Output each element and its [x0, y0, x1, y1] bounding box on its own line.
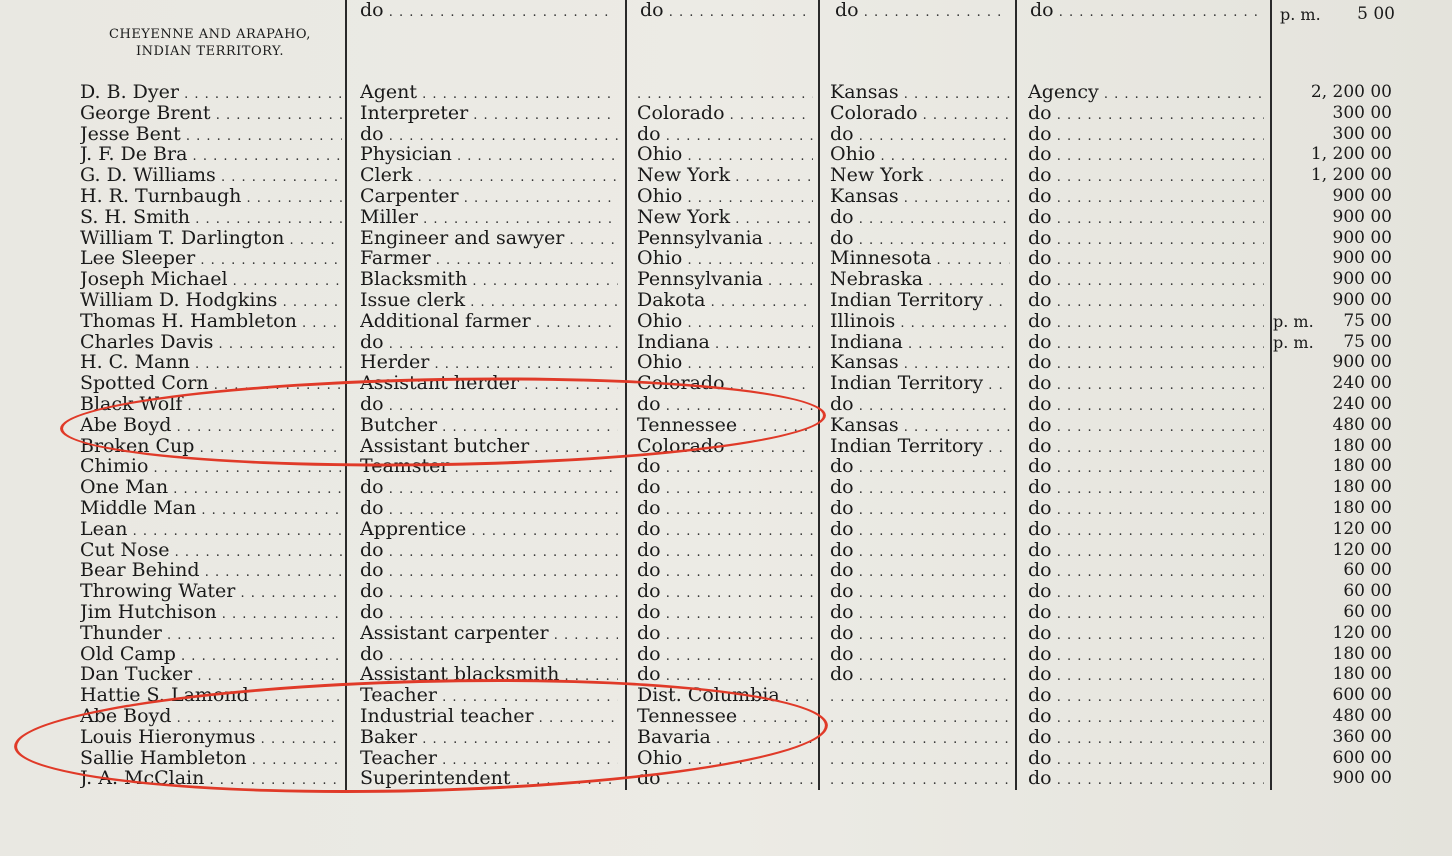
employee-position: Farmer . . .	[360, 248, 618, 269]
employee-amount: 180 00	[1332, 498, 1392, 518]
employee-appointed-from: do . . .	[830, 207, 1010, 228]
employee-appointed-from: Illinois . . .	[830, 311, 1010, 332]
employee-position: Agent . . .	[360, 82, 618, 103]
employee-position: Interpreter . . .	[360, 103, 618, 124]
employee-name: Spotted Corn . . .	[80, 373, 342, 394]
employee-position: Teacher . . .	[360, 685, 618, 706]
employee-where-employed: do . . .	[1028, 352, 1264, 373]
employee-amount: 120 00	[1332, 518, 1392, 539]
employee-where-employed: do . . .	[1028, 644, 1264, 665]
employee-appointed-from: Kansas . . .	[830, 415, 1010, 436]
employee-name: George Brent . . .	[80, 103, 342, 124]
employee-where-employed: do . . .	[1028, 560, 1264, 581]
employee-appointed-from: Minnesota . . .	[830, 248, 1010, 269]
employee-where-employed: do . . .	[1028, 581, 1264, 602]
employee-name: Thunder . . .	[80, 623, 342, 644]
employee-amount: 60 00	[1343, 581, 1392, 602]
employee-where-employed: do . . .	[1028, 207, 1264, 228]
employee-where-employed: do . . .	[1028, 394, 1264, 415]
employee-name: Louis Hieronymus . . .	[80, 727, 342, 748]
employee-born: Dist. Columbia . . .	[637, 685, 813, 706]
employee-position: Assistant carpenter . . .	[360, 623, 618, 644]
employee-where-employed: do . . .	[1028, 228, 1264, 249]
employee-appointed-from: do . . .	[830, 477, 1010, 498]
employee-appointed-from	[830, 748, 1010, 769]
employee-appointed-from: Indian Territory . . .	[830, 436, 1010, 457]
employee-born: do . . .	[637, 623, 813, 644]
employee-name: Abe Boyd . . .	[80, 415, 342, 436]
top-row-employed: do . . .	[1030, 0, 1262, 21]
employee-amount: 1, 200 00	[1310, 144, 1392, 165]
employee-amount: 480 00	[1332, 706, 1392, 726]
employee-born: Indiana . . .	[637, 332, 813, 353]
employee-name: H. C. Mann . . .	[80, 352, 342, 373]
employee-born: do . . .	[637, 644, 813, 665]
employee-where-employed: do . . .	[1028, 103, 1264, 124]
employee-where-employed: do . . .	[1028, 727, 1264, 748]
employee-born: do . . .	[637, 540, 813, 561]
employee-amount: 900 00	[1332, 248, 1392, 269]
employee-amount: 900 00	[1332, 290, 1392, 310]
column-rule	[625, 0, 627, 790]
top-row-born: do . . .	[640, 0, 810, 21]
employee-where-employed: do . . .	[1028, 498, 1264, 519]
employee-position: do . . .	[360, 644, 618, 665]
employee-name: Dan Tucker . . .	[80, 664, 342, 685]
section-heading-line1: CHEYENNE AND ARAPAHO,	[109, 27, 311, 42]
employee-appointed-from: Kansas . . .	[830, 186, 1010, 207]
employee-born: do . . .	[637, 498, 813, 519]
employee-name: Lean . . .	[80, 519, 342, 540]
employee-amount: 180 00	[1332, 643, 1392, 664]
employee-name: J. F. De Bra . . .	[80, 144, 342, 165]
employee-born: do . . .	[637, 560, 813, 581]
employee-position: do . . .	[360, 124, 618, 145]
employee-pay-unit: p. m.	[1273, 332, 1314, 352]
employee-where-employed: do . . .	[1028, 602, 1264, 623]
employee-where-employed: do . . .	[1028, 768, 1264, 789]
employee-appointed-from: do . . .	[830, 456, 1010, 477]
employee-appointed-from: Indian Territory . . .	[830, 290, 1010, 311]
employee-born: Ohio . . .	[637, 186, 813, 207]
column-rule	[345, 0, 347, 790]
employee-where-employed: do . . .	[1028, 540, 1264, 561]
employee-amount: 120 00	[1332, 539, 1392, 560]
employee-amount: 480 00	[1332, 414, 1392, 435]
employee-name: Chimio . . .	[80, 456, 342, 477]
employee-amount: 75 00	[1343, 331, 1392, 352]
employee-appointed-from: do . . .	[830, 540, 1010, 561]
employee-name: Jim Hutchison . . .	[80, 602, 342, 623]
employee-position: Additional farmer . . .	[360, 311, 618, 332]
employee-amount: 900 00	[1332, 227, 1392, 248]
employee-name: H. R. Turnbaugh . . .	[80, 186, 342, 207]
employee-name: Sallie Hambleton . . .	[80, 748, 342, 769]
employee-amount: 900 00	[1332, 352, 1392, 373]
employee-position: do . . .	[360, 477, 618, 498]
employee-appointed-from	[830, 685, 1010, 706]
employee-appointed-from: do . . .	[830, 394, 1010, 415]
employee-name: G. D. Williams . . .	[80, 165, 342, 186]
employee-born: do . . .	[637, 124, 813, 145]
employee-where-employed: do . . .	[1028, 519, 1264, 540]
employee-position: Industrial teacher . . .	[360, 706, 618, 727]
employee-appointed-from: Ohio . . .	[830, 144, 1010, 165]
employee-born: Colorado . . .	[637, 103, 813, 124]
employee-born: Ohio . . .	[637, 748, 813, 769]
employee-born: do . . .	[637, 581, 813, 602]
employee-amount: 60 00	[1343, 560, 1392, 581]
employee-name: Broken Cup . . .	[80, 436, 342, 457]
employee-amount: 120 00	[1332, 622, 1392, 643]
employee-appointed-from: Kansas . . .	[830, 82, 1010, 103]
employee-position: do . . .	[360, 560, 618, 581]
employee-born: New York . . .	[637, 207, 813, 228]
section-heading	[70, 26, 350, 60]
employee-appointed-from: do . . .	[830, 581, 1010, 602]
employee-appointed-from: do . . .	[830, 664, 1010, 685]
employee-born: Tennessee . . .	[637, 706, 813, 727]
employee-position: Blacksmith . . .	[360, 269, 618, 290]
employee-amount: 240 00	[1332, 394, 1392, 414]
employee-name: Bear Behind . . .	[80, 560, 342, 581]
section-heading-line2: INDIAN TERRITORY.	[135, 44, 285, 59]
employee-position: do . . .	[360, 581, 618, 602]
employee-name: Old Camp . . .	[80, 644, 342, 665]
employee-where-employed: do . . .	[1028, 685, 1264, 706]
employee-name: J. A. McClain . . .	[80, 768, 342, 789]
employee-where-employed: do . . .	[1028, 290, 1264, 311]
top-row-pay-unit: p. m.	[1280, 5, 1321, 24]
employee-born: Pennsylvania . . .	[637, 269, 813, 290]
employee-position: do . . .	[360, 602, 618, 623]
employee-amount: 180 00	[1332, 477, 1392, 498]
employee-where-employed: do . . .	[1028, 269, 1264, 290]
employee-amount: 900 00	[1332, 768, 1392, 789]
employee-name: D. B. Dyer . . .	[80, 82, 342, 103]
employee-where-employed: do . . .	[1028, 186, 1264, 207]
employee-born: Colorado . . .	[637, 373, 813, 394]
employee-position: Assistant blacksmith . . .	[360, 664, 618, 685]
employee-position: Clerk . . .	[360, 165, 618, 186]
employee-position: Miller . . .	[360, 207, 618, 228]
employee-appointed-from: Indian Territory . . .	[830, 373, 1010, 394]
employee-born: do . . .	[637, 519, 813, 540]
employee-born: do . . .	[637, 768, 813, 789]
employee-born: Pennsylvania . . .	[637, 228, 813, 249]
employee-amount: 180 00	[1332, 664, 1392, 685]
employee-position: Carpenter . . .	[360, 186, 618, 207]
employee-name: Jesse Bent . . .	[80, 124, 342, 145]
employee-appointed-from: New York . . .	[830, 165, 1010, 186]
employee-appointed-from	[830, 706, 1010, 727]
employee-appointed-from: do . . .	[830, 124, 1010, 145]
employee-where-employed: do . . .	[1028, 311, 1264, 332]
employee-born: Bavaria . . .	[637, 727, 813, 748]
employee-born: Dakota . . .	[637, 290, 813, 311]
employee-position: do . . .	[360, 498, 618, 519]
employee-amount: 600 00	[1332, 747, 1392, 768]
employee-where-employed: do . . .	[1028, 124, 1264, 145]
employee-amount: 2, 200 00	[1310, 82, 1392, 102]
employee-born: do . . .	[637, 477, 813, 498]
employee-name: Thomas H. Hambleton . . .	[80, 311, 342, 332]
employee-name: Throwing Water . . .	[80, 581, 342, 602]
employee-name: Hattie S. Lamond . . .	[80, 685, 342, 706]
employee-appointed-from: Kansas . . .	[830, 352, 1010, 373]
top-row-occupation: do . . .	[360, 0, 615, 21]
employee-name: William D. Hodgkins . . .	[80, 290, 342, 311]
employee-amount: 900 00	[1332, 269, 1392, 290]
employee-appointed-from: do . . .	[830, 228, 1010, 249]
employee-position: Apprentice . . .	[360, 519, 618, 540]
employee-where-employed: do . . .	[1028, 456, 1264, 477]
employee-where-employed: do . . .	[1028, 415, 1264, 436]
column-rule	[1015, 0, 1017, 790]
employee-position: Assistant butcher . . .	[360, 436, 618, 457]
employee-born	[637, 82, 813, 103]
employee-where-employed: do . . .	[1028, 248, 1264, 269]
employee-appointed-from: do . . .	[830, 602, 1010, 623]
employee-amount: 300 00	[1332, 102, 1392, 123]
employee-where-employed: do . . .	[1028, 144, 1264, 165]
employee-position: Butcher . . .	[360, 415, 618, 436]
employee-amount: 240 00	[1332, 373, 1392, 394]
employee-amount: 75 00	[1343, 310, 1392, 331]
employee-appointed-from: do . . .	[830, 623, 1010, 644]
employee-appointed-from: do . . .	[830, 519, 1010, 540]
employee-amount: 600 00	[1332, 685, 1392, 706]
employee-amount: 180 00	[1332, 435, 1392, 456]
employee-appointed-from: do . . .	[830, 560, 1010, 581]
employee-where-employed: do . . .	[1028, 477, 1264, 498]
employee-where-employed: do . . .	[1028, 332, 1264, 353]
employee-appointed-from: Colorado . . .	[830, 103, 1010, 124]
employee-name: Middle Man . . .	[80, 498, 342, 519]
employee-appointed-from: Indiana . . .	[830, 332, 1010, 353]
employee-amount: 900 00	[1332, 186, 1392, 206]
employee-name: William T. Darlington . . .	[80, 228, 342, 249]
employee-position: Physician . . .	[360, 144, 618, 165]
employee-amount: 60 00	[1343, 602, 1392, 622]
employee-position: Issue clerk . . .	[360, 290, 618, 311]
employee-position: Teamster . . .	[360, 456, 618, 477]
employee-position: Baker . . .	[360, 727, 618, 748]
employee-born: Ohio . . .	[637, 311, 813, 332]
employee-position: do . . .	[360, 394, 618, 415]
employee-position: Herder . . .	[360, 352, 618, 373]
employee-amount: 1, 200 00	[1310, 165, 1392, 186]
employee-name: Charles Davis . . .	[80, 332, 342, 353]
employee-where-employed: do . . .	[1028, 748, 1264, 769]
employee-amount: 300 00	[1332, 123, 1392, 144]
employee-born: Ohio . . .	[637, 144, 813, 165]
top-row-appointed: do . . .	[835, 0, 1005, 21]
employee-born: do . . .	[637, 394, 813, 415]
employee-born: New York . . .	[637, 165, 813, 186]
employee-name: Lee Sleeper . . .	[80, 248, 342, 269]
column-rule	[818, 0, 820, 790]
employee-position: Assistant herder . . .	[360, 373, 618, 394]
employee-name: S. H. Smith . . .	[80, 207, 342, 228]
employee-appointed-from: Nebraska . . .	[830, 269, 1010, 290]
employee-born: Ohio . . .	[637, 352, 813, 373]
employee-where-employed: do . . .	[1028, 373, 1264, 394]
employee-where-employed: do . . .	[1028, 623, 1264, 644]
employee-position: Teacher . . .	[360, 748, 618, 769]
employee-position: do . . .	[360, 540, 618, 561]
employee-pay-unit: p. m.	[1273, 311, 1314, 331]
employee-where-employed: do . . .	[1028, 436, 1264, 457]
employee-name: Abe Boyd . . .	[80, 706, 342, 727]
employee-amount: 180 00	[1332, 456, 1392, 477]
employee-name: One Man . . .	[80, 477, 342, 498]
employee-position: Superintendent . . .	[360, 768, 618, 789]
employee-appointed-from	[830, 768, 1010, 789]
employee-name: Cut Nose . . .	[80, 540, 342, 561]
employee-name: Joseph Michael . . .	[80, 269, 342, 290]
employee-born: Tennessee . . .	[637, 415, 813, 436]
employee-born: do . . .	[637, 664, 813, 685]
employee-born: Ohio . . .	[637, 248, 813, 269]
employee-where-employed: do . . .	[1028, 664, 1264, 685]
employee-appointed-from: do . . .	[830, 498, 1010, 519]
employee-born: do . . .	[637, 456, 813, 477]
employee-where-employed: Agency . . .	[1028, 82, 1264, 103]
employee-name: Black Wolf . . .	[80, 394, 342, 415]
employee-amount: 360 00	[1332, 726, 1392, 747]
employee-where-employed: do . . .	[1028, 165, 1264, 186]
employee-position: Engineer and sawyer . . .	[360, 228, 618, 249]
employee-born: do . . .	[637, 602, 813, 623]
employee-appointed-from	[830, 727, 1010, 748]
employee-where-employed: do . . .	[1028, 706, 1264, 727]
employee-amount: 900 00	[1332, 206, 1392, 227]
employee-appointed-from: do . . .	[830, 644, 1010, 665]
employee-position: do . . .	[360, 332, 618, 353]
employee-born: Colorado . . .	[637, 436, 813, 457]
top-row-amount: 5 00	[1357, 4, 1395, 24]
